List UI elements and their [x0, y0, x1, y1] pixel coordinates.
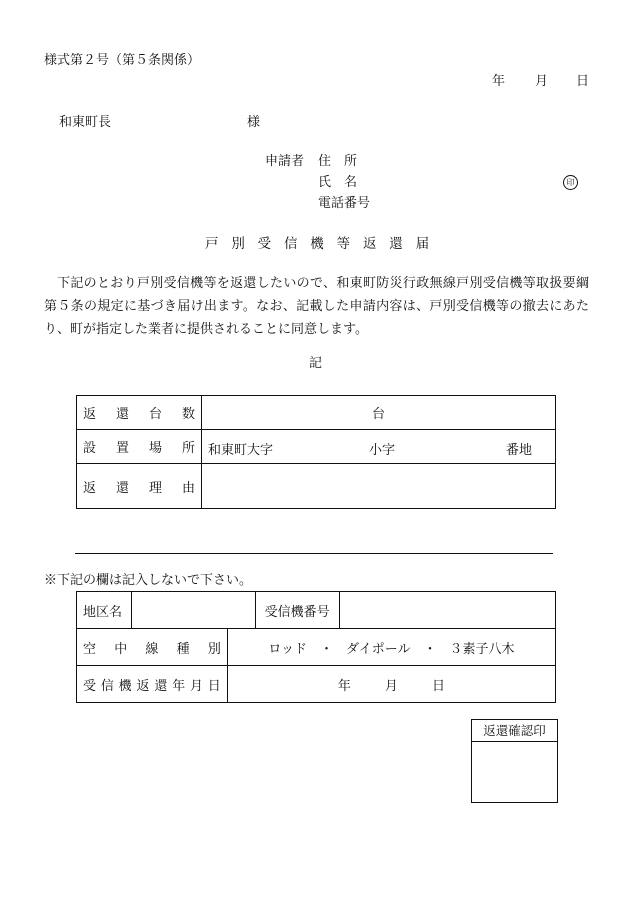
address-label: 住 所 [318, 154, 358, 169]
row-antenna-type [77, 629, 556, 666]
name-label: 氏 名 [318, 175, 358, 190]
row-return-date [77, 666, 556, 703]
return-date-field[interactable]: 年 月 日 [227, 666, 555, 703]
office-use-note: ※下記の欄は記入しないで下さい。 [44, 573, 253, 588]
row-install-place [77, 430, 556, 464]
date-year: 年 [492, 74, 506, 89]
return-count-label: 返 還 台 数 [77, 396, 202, 430]
applicant-label: 申請者 [265, 154, 305, 169]
place-koaza: 小字 [369, 443, 396, 458]
addressee-name: 和東町長 [59, 115, 112, 130]
return-reason-label: 返 還 理 由 [77, 464, 202, 509]
receiver-number-label: 受信機番号 [255, 592, 339, 629]
confirm-stamp-label: 返還確認印 [472, 720, 557, 742]
row-district [77, 592, 556, 629]
return-reason-field[interactable] [202, 464, 556, 509]
date-month: 月 [535, 74, 549, 89]
body-text: 下記のとおり戸別受信機等を返還したいので、和東町防災行政無線戸別受信機等取扱要綱第５条の規定に基づき届け出ます。なお、記載した申請内容は、戸別受信機等の撤去にあたり、町が指定した業者に提供されることに同意します。 [44, 276, 589, 337]
office-use-table [76, 591, 556, 703]
date-day: 日 [576, 74, 590, 89]
install-place-label: 設 置 場 所 [77, 430, 202, 464]
addressee-honorific: 様 [247, 115, 261, 130]
place-oaza: 和東町大字 [208, 443, 274, 458]
row-return-reason [77, 464, 556, 509]
receiver-number-field[interactable] [339, 592, 555, 629]
return-table [76, 395, 556, 509]
return-count-field[interactable] [202, 396, 556, 430]
form-number: 様式第２号（第５条関係） [44, 53, 201, 68]
district-field[interactable] [131, 592, 255, 629]
place-banchi: 番地 [506, 443, 533, 458]
return-confirmation-stamp-box[interactable] [471, 719, 558, 803]
antenna-type-label: 空 中 線 種 別 [77, 629, 228, 666]
install-place-field[interactable] [202, 430, 556, 464]
antenna-type-options[interactable]: ロッド ・ ダイポール ・ ３素子八木 [227, 629, 555, 666]
ki-label: 記 [309, 356, 323, 371]
phone-label: 電話番号 [318, 196, 371, 211]
document-title: 戸別受信機等返還届 [205, 236, 442, 252]
district-label: 地区名 [77, 592, 132, 629]
return-date-label: 受 信 機 返 還 年 月 日 [77, 666, 228, 703]
count-unit: 台 [371, 407, 385, 422]
seal-mark-icon: 印 [563, 175, 578, 190]
row-return-count [77, 396, 556, 430]
section-divider [75, 553, 553, 554]
